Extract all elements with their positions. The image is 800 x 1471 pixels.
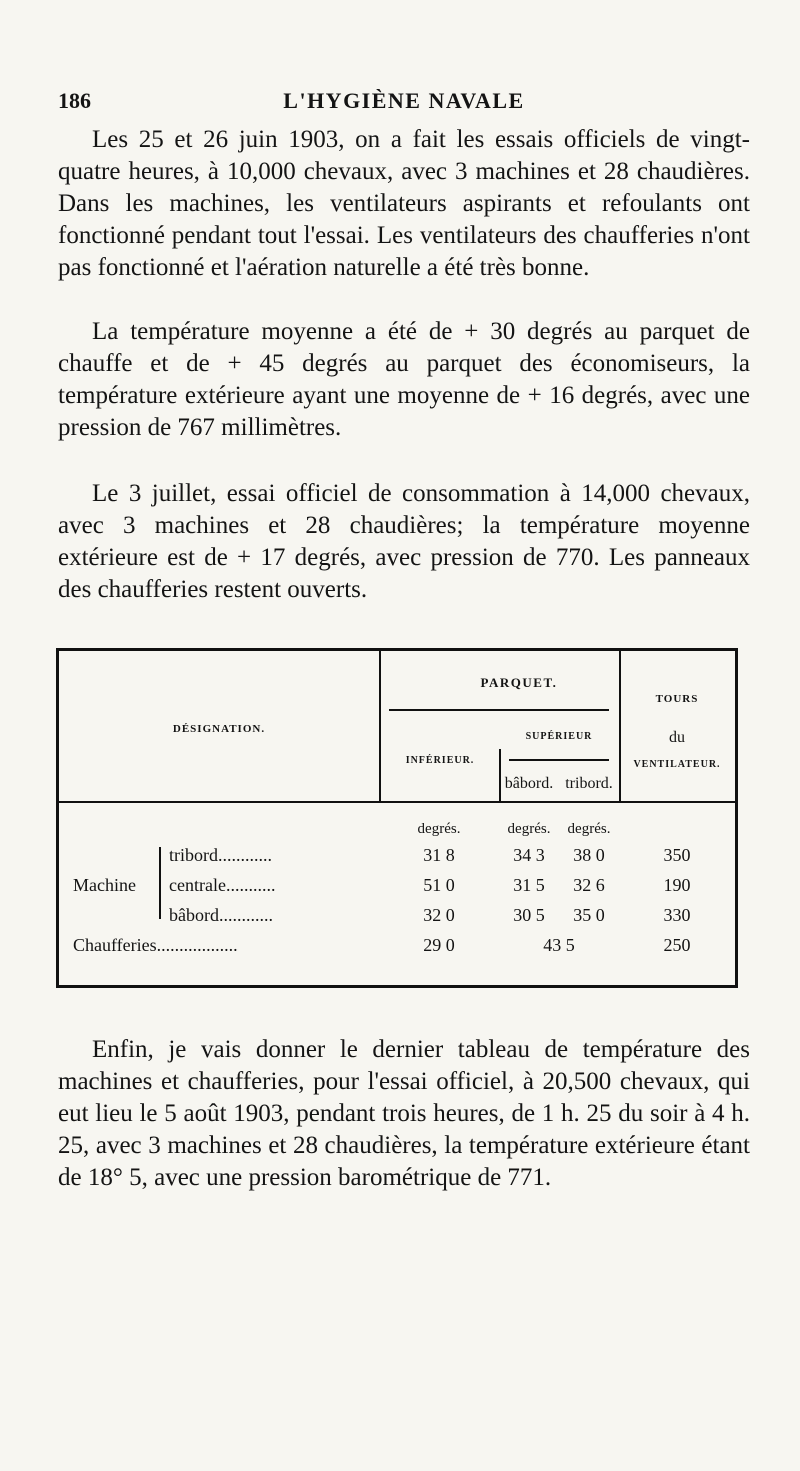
cell-centrale-inferieur: 51 0 [423, 875, 455, 895]
cell-tribord-tours: 350 [663, 845, 691, 865]
cell-chaufferies-tours: 250 [663, 935, 691, 955]
cell-babord-tours: 330 [663, 905, 691, 925]
temperature-table [56, 648, 738, 988]
header-rule [59, 801, 735, 803]
row-label-tribord: tribord............ [169, 845, 272, 865]
cell-babord-tribord: 35 0 [573, 905, 605, 925]
parquet-rule [389, 709, 609, 711]
paragraph-3: Le 3 juillet, essai officiel de consommation à 14,000 chevaux, avec 3 machines et 28 chaudières; la température moyenne extérieure est de + 17 degrés, avec pression de 770. Les panneaux des chaufferies restent ouverts. [58, 480, 750, 603]
unit-babord: degrés. [507, 821, 551, 837]
header-tours: TOURS [655, 693, 699, 705]
header-babord: bâbord. [504, 775, 554, 792]
col-divider-1 [379, 651, 381, 801]
cell-centrale-babord: 31 5 [513, 875, 545, 895]
header-tribord: tribord. [565, 775, 613, 792]
paragraph-1: Les 25 et 26 juin 1903, on a fait les essais officiels de vingt-quatre heures, à 10,000 chevaux, avec 3 machines et 28 chaudières. Dans les machines, les ventilateurs aspirants et refoulants ont fonctionné pendant tout l'essai. Les ventilateurs des chaufferies n'ont pas fonctionné et l'aération naturelle a été très bonne. [58, 126, 750, 281]
unit-tribord: degrés. [567, 821, 611, 837]
page-number: 186 [58, 88, 91, 113]
row-label-chaufferies: Chaufferies.................. [73, 935, 238, 955]
cell-tribord-babord: 34 3 [513, 845, 545, 865]
row-label-centrale: centrale........... [169, 875, 276, 895]
cell-centrale-tours: 190 [663, 875, 691, 895]
page-header [58, 80, 750, 120]
header-designation: DÉSIGNATION. [172, 723, 266, 735]
superieur-rule [509, 759, 609, 761]
row-label-babord: bâbord............ [169, 905, 273, 925]
cell-chaufferies-superieur: 43 5 [543, 935, 575, 955]
paragraph-4: Enfin, je vais donner le dernier tableau de température des machines et chaufferies, pour l'essai officiel, à 20,500 chevaux, qui eut lieu le 5 août 1903, pendant trois heures, de 1 h. 25 du soir à 4 h. 25, avec 3 machines et 28 chaudières, la température extérieure étant de 18° 5, avec une pression barométrique de 771. [58, 1036, 750, 1191]
group-label-machine: Machine [73, 875, 136, 895]
cell-tribord-tribord: 38 0 [573, 845, 605, 865]
cell-chaufferies-inferieur: 29 0 [423, 935, 455, 955]
header-inferieur: INFÉRIEUR. [405, 755, 475, 766]
cell-tribord-inferieur: 31 8 [423, 845, 455, 865]
cell-babord-babord: 30 5 [513, 905, 545, 925]
unit-inferieur: degrés. [417, 821, 461, 837]
header-du: du [669, 729, 685, 746]
cell-babord-inferieur: 32 0 [423, 905, 455, 925]
paragraph-2: La température moyenne a été de + 30 degrés au parquet de chauffe et de + 45 degrés au parquet des économiseurs, la température extérieure ayant une moyenne de + 16 degrés, avec une pression de 767 millimètres. [58, 318, 750, 441]
header-ventilateur: VENTILATEUR. [633, 759, 721, 770]
cell-centrale-tribord: 32 6 [573, 875, 605, 895]
running-title: L'HYGIÈNE NAVALE [283, 88, 525, 113]
col-divider-2 [619, 651, 621, 801]
header-superieur: SUPÉRIEUR [525, 731, 593, 742]
header-parquet: PARQUET. [480, 675, 558, 690]
group-brace [159, 847, 161, 919]
